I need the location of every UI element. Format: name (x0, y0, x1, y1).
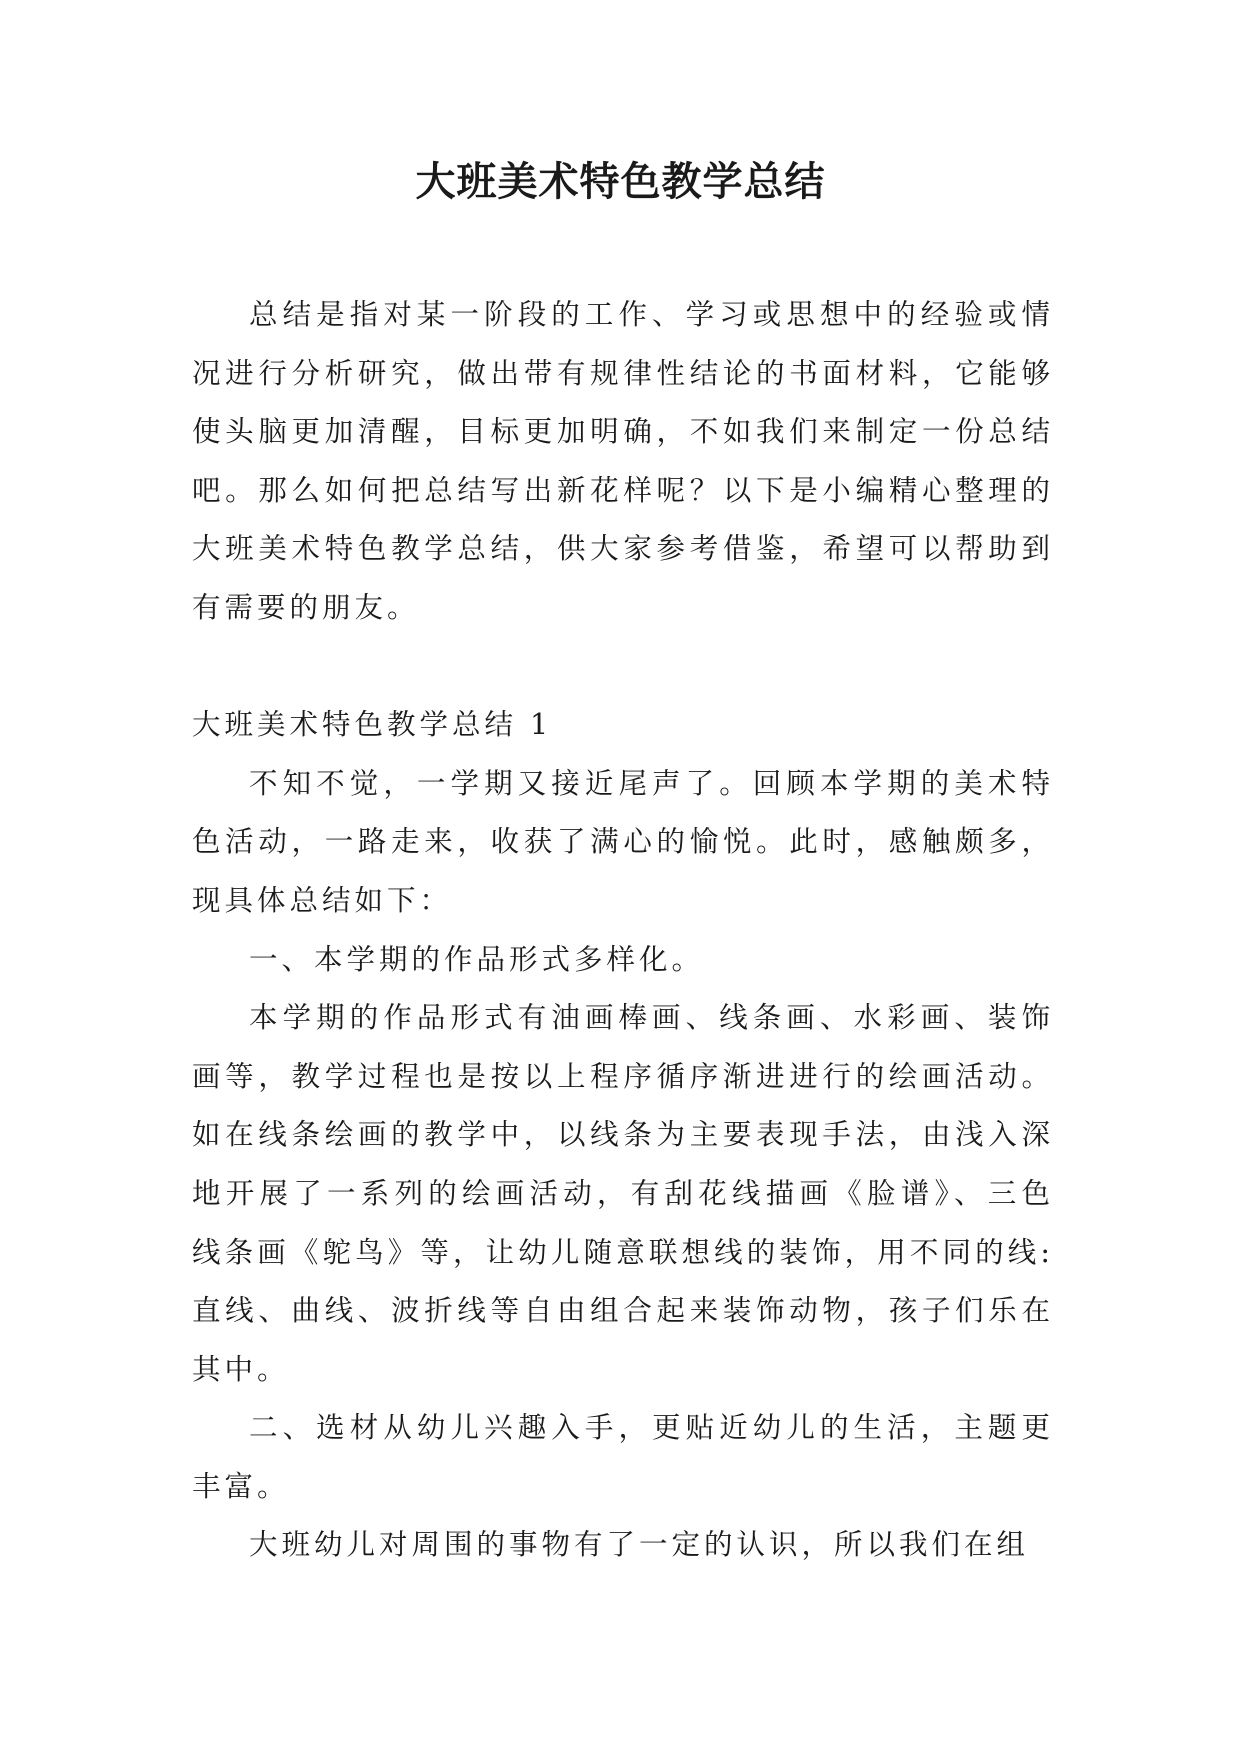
body-paragraph-5: 大班幼儿对周围的事物有了一定的认识，所以我们在组 (249, 1528, 1030, 1562)
section-heading: 大班美术特色教学总结 1 (192, 708, 553, 742)
document-body (192, 286, 1054, 1575)
body-paragraph-3: 本学期的作品形式有油画棒画、线条画、水彩画、装饰画等，教学过程也是按以上程序循序渐进进行的绘画活动。如在线条绘画的教学中，以线条为主要表现手法，由浅入深地开展了一系列的绘画活动，有刮花线描画《脸谱》、三色线条画《鸵鸟》等，让幼儿随意联想线的装饰，用不同的线:直线、曲线、波折线等自由组合起来装饰动物，孩子们乐在其中。 (192, 1001, 1054, 1386)
body-paragraph-2: 一、本学期的作品形式多样化。 (249, 942, 705, 976)
intro-paragraph: 总结是指对某一阶段的工作、学习或思想中的经验或情况进行分析研究，做出带有规律性结论的书面材料，它能够使头脑更加清醒，目标更加明确，不如我们来制定一份总结吧。那么如何把总结写出新花样呢？以下是小编精心整理的大班美术特色教学总结，供大家参考借鉴，希望可以帮助到有需要的朋友。 (192, 298, 1054, 624)
document-title: 大班美术特色教学总结 (415, 158, 826, 205)
paragraph-gap (192, 638, 1054, 697)
body-paragraph-4: 二、选材从幼儿兴趣入手，更贴近幼儿的生活，主题更丰富。 (192, 1411, 1054, 1503)
body-paragraph-1: 不知不觉，一学期又接近尾声了。回顾本学期的美术特色活动，一路走来，收获了满心的愉悦。此时，感触颇多，现具体总结如下： (192, 766, 1054, 917)
